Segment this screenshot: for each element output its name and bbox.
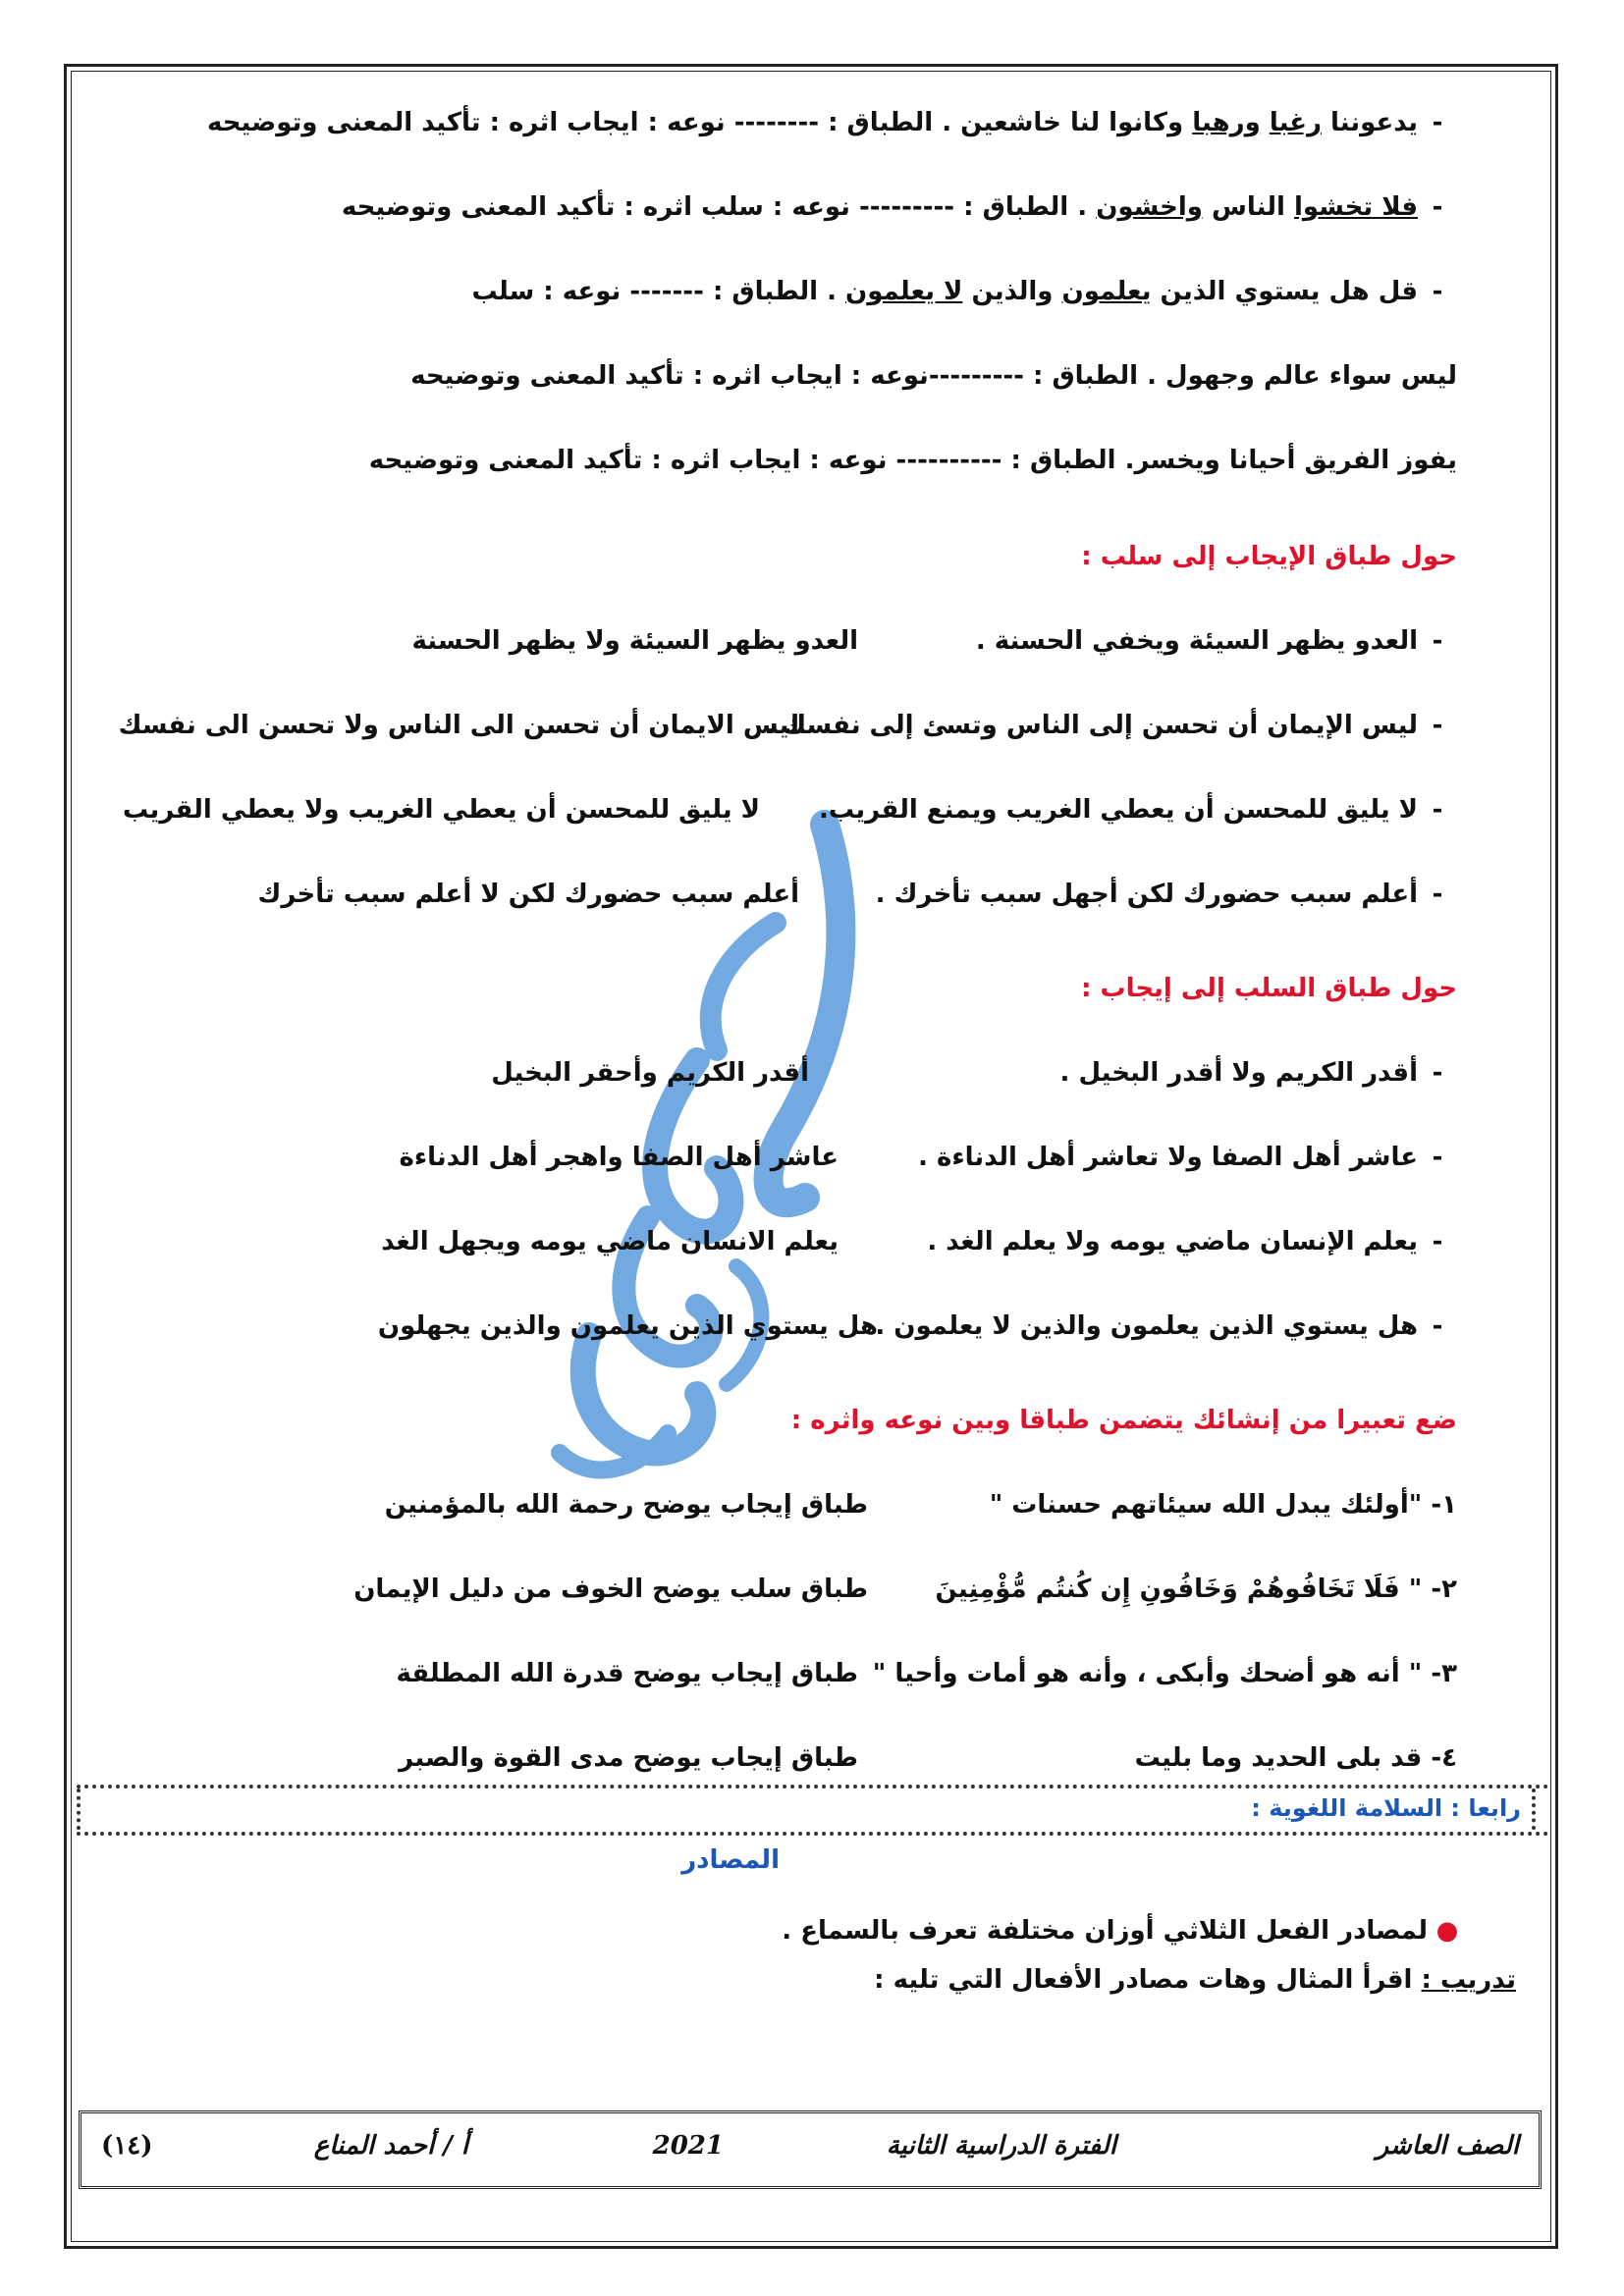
tibaq-line-1: -يدعوننا رغبا ورهبا وكانوا لنا خاشعين . الطباق : -------- نوعه : ايجاب اثره : تأكيد المعنى وتوضيحه xyxy=(206,108,1443,137)
s3-answer-1: طباق إيجاب يوضح رحمة الله بالمؤمنين xyxy=(384,1490,868,1520)
s2-question-4: -هل يستوي الذين يعلمون والذين لا يعلمون . xyxy=(875,1311,1443,1341)
tibaq-line-2: -فلا تخشوا الناس واخشون . الطباق : --------- نوعه : سلب اثره : تأكيد المعنى وتوضيحه xyxy=(341,192,1443,222)
tibaq-line-5: يفوز الفريق أحيانا ويخسر. الطباق : ---------- نوعه : ايجاب اثره : تأكيد المعنى وتوضيحه xyxy=(368,446,1457,475)
training-line: تدريب : اقرأ المثال وهات مصادر الأفعال التي تليه : xyxy=(874,1965,1516,1995)
s3-item-1: ١- "أولئك يبدل الله سيئاتهم حسنات " xyxy=(989,1490,1457,1520)
s1-question-1: -العدو يظهر السيئة ويخفي الحسنة . xyxy=(975,626,1443,656)
s1-question-2: -ليس الإيمان أن تحسن إلى الناس وتسئ إلى نفسك . xyxy=(764,711,1443,740)
s1-answer-3: لا يليق للمحسن أن يعطي الغريب ولا يعطي القريب xyxy=(122,795,760,825)
s2-answer-3: يعلم الانسان ماضي يومه ويجهل الغد xyxy=(381,1227,839,1256)
dotted-divider-left xyxy=(77,1789,81,1830)
training-label: تدريب : xyxy=(1421,1965,1516,1995)
s2-answer-2: عاشر أهل الصفا واهجر أهل الدناءة xyxy=(399,1143,839,1172)
masadir-title: المصادر xyxy=(681,1845,780,1875)
s2-question-3: -يعلم الإنسان ماضي يومه ولا يعلم الغد . xyxy=(927,1227,1443,1256)
footer-grade: الصف العاشر xyxy=(1376,2131,1519,2161)
rule-bullet: ●لمصادر الفعل الثلاثي أوزان مختلفة تعرف بالسماع . xyxy=(782,1916,1459,1946)
dotted-divider-top xyxy=(77,1785,1549,1794)
s3-item-2: ٢- " فَلَا تَخَافُوهُمْ وَخَافُونِ إِن كُنتُم مُّؤْمِنِينَ xyxy=(935,1575,1457,1604)
heading-compose-sentences: ضع تعبيرا من إنشائك يتضمن طباقا وبين نوعه واثره : xyxy=(790,1406,1457,1435)
tibaq-line-4: ليس سواء عالم وجهول . الطباق : ---------نوعه : ايجاب اثره : تأكيد المعنى وتوضيحه xyxy=(410,361,1457,391)
footer-year: 2021 xyxy=(652,2131,724,2161)
s1-question-4: -أعلم سبب حضورك لكن أجهل سبب تأخرك . xyxy=(875,880,1443,909)
dotted-divider-right xyxy=(1532,1789,1536,1830)
s3-answer-4: طباق إيجاب يوضح مدى القوة والصبر xyxy=(399,1743,858,1773)
footer-page-number: (١٤) xyxy=(101,2131,153,2161)
section4-title: رابعا : السلامة اللغوية : xyxy=(1251,1794,1521,1822)
heading-positive-to-negative: حول طباق الإيجاب إلى سلب : xyxy=(1081,542,1457,571)
tibaq-line-3: -قل هل يستوي الذين يعلمون والذين لا يعلمون . الطباق : ------- نوعه : سلب xyxy=(471,277,1443,306)
s1-question-3: -لا يليق للمحسن أن يعطي الغريب ويمنع القريب. xyxy=(819,795,1443,825)
s1-answer-4: أعلم سبب حضورك لكن لا أعلم سبب تأخرك xyxy=(257,880,799,909)
footer-teacher: أ / أحمد المناع xyxy=(313,2131,468,2161)
s2-answer-1: أقدر الكريم وأحقر البخيل xyxy=(491,1058,809,1088)
s3-answer-2: طباق سلب يوضح الخوف من دليل الإيمان xyxy=(353,1575,868,1604)
s1-answer-2: ليس الايمان أن تحسن الى الناس ولا تحسن الى نفسك xyxy=(118,711,799,740)
s3-answer-3: طباق إيجاب يوضح قدرة الله المطلقة xyxy=(396,1659,858,1688)
footer-term: الفترة الدراسية الثانية xyxy=(886,2131,1116,2161)
s2-question-1: -أقدر الكريم ولا أقدر البخيل . xyxy=(1059,1058,1443,1088)
dotted-divider-bottom xyxy=(77,1832,1549,1842)
s1-answer-1: العدو يظهر السيئة ولا يظهر الحسنة xyxy=(411,626,858,656)
s3-item-4: ٤- قد بلى الحديد وما بليت xyxy=(1134,1743,1457,1773)
s2-answer-4: هل يستوي الذين يعلمون والذين يجهلون xyxy=(377,1311,878,1341)
s3-item-3: ٣- " أنه هو أضحك وأبكى ، وأنه هو أمات وأحيا " xyxy=(872,1659,1457,1688)
heading-negative-to-positive: حول طباق السلب إلى إيجاب : xyxy=(1081,974,1457,1003)
s2-question-2: -عاشر أهل الصفا ولا تعاشر أهل الدناءة . xyxy=(918,1143,1443,1172)
page-footer xyxy=(79,2110,1542,2189)
